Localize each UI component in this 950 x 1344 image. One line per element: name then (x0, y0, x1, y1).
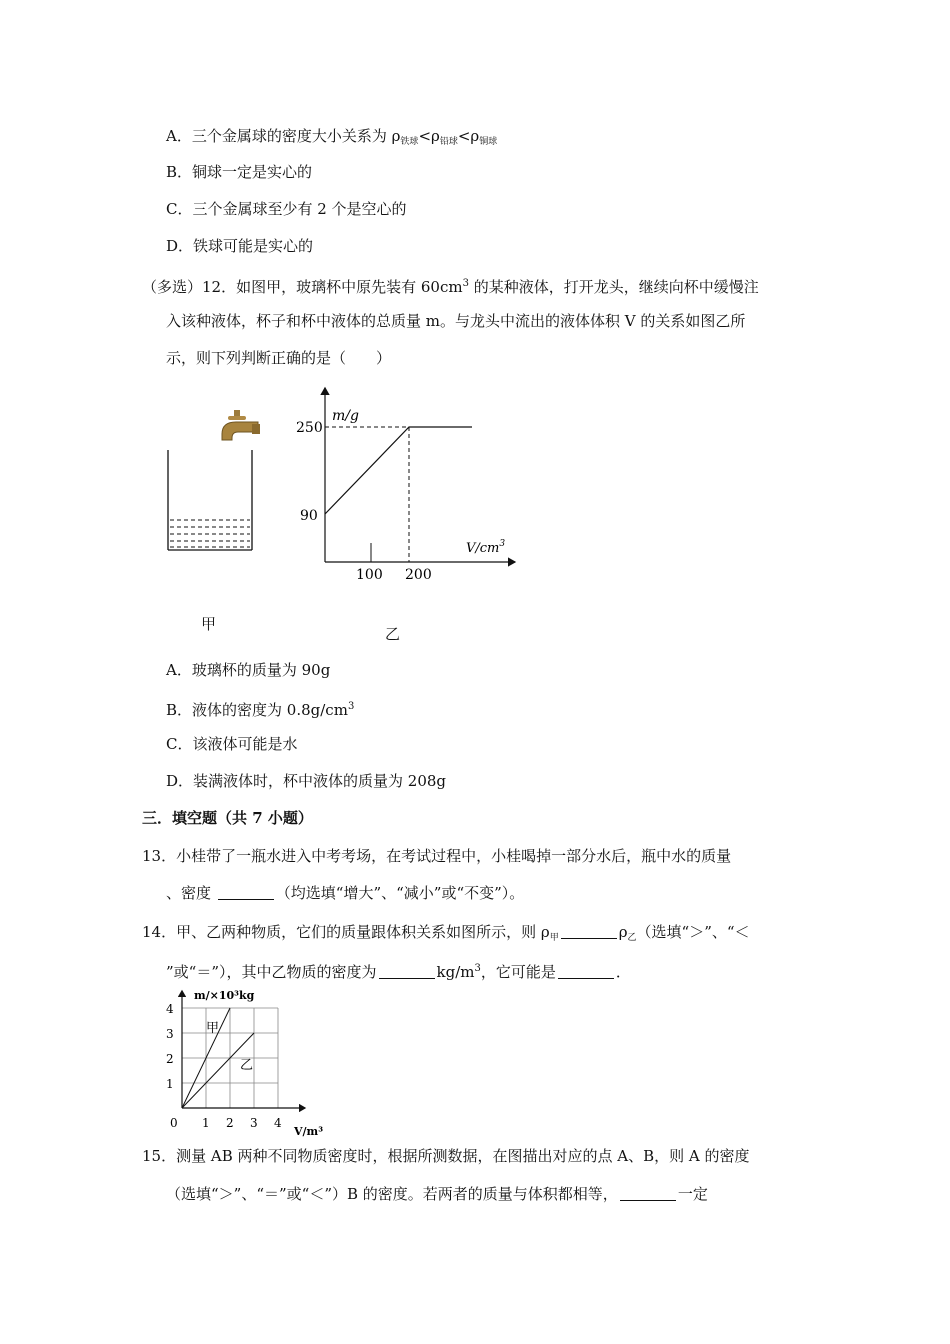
density-comparison-graph (160, 985, 340, 1145)
x-axis-label: $V/cm^3$ (466, 539, 506, 556)
q15-line2: （选填“＞”、“＝”或“＜”）B 的密度。若两者的质量与体积都相等， 一定 (166, 1185, 708, 1203)
answer-blank[interactable] (379, 964, 435, 979)
figure-jia-caption: 甲 (201, 615, 217, 633)
q15-line1: 15．测量 AB 两种不同物质密度时，根据所测数据，在图描出对应的点 A、B，则 A 的密度 (142, 1147, 750, 1165)
x-tick-100: 100 (356, 567, 383, 583)
faucet-beaker-figure (160, 400, 270, 560)
q12-option-c: C．该液体可能是水 (166, 735, 298, 753)
faucet-icon (222, 410, 260, 440)
q14-line1: 14．甲、乙两种物质，它们的质量跟体积关系如图所示，则 $\rho_甲$ $\rho_乙$（选填“＞”、“＜ (142, 923, 750, 943)
answer-blank[interactable] (620, 1186, 676, 1201)
y-tick: 4 (166, 1002, 174, 1016)
y-tick-250: 250 (296, 420, 323, 436)
section-title: 三．填空题（共 7 小题） (142, 809, 313, 827)
x-tick: 2 (226, 1116, 234, 1130)
y-tick: 2 (166, 1052, 174, 1066)
x-tick: 4 (274, 1116, 282, 1130)
x-tick: 0 (170, 1116, 178, 1130)
q12-stem-line3: 示，则下列判断正确的是（ ） (166, 349, 392, 367)
mass-volume-graph (290, 380, 530, 600)
q11-option-c: C．三个金属球至少有 2 个是空心的 (166, 200, 407, 218)
q14-line2: ”或“＝”），其中乙物质的密度为 $kg/m^3$，它可能是 ． (166, 963, 631, 981)
y-tick: 1 (166, 1077, 174, 1091)
label-yi: 乙 (240, 1058, 254, 1073)
answer-blank[interactable] (218, 885, 274, 900)
mass-line (325, 427, 472, 514)
x-tick: 3 (250, 1116, 258, 1130)
answer-blank[interactable] (558, 964, 614, 979)
q12-option-b: B．液体的密度为 $0.8g/cm^3$ (166, 701, 355, 719)
q12-stem-line2: 入该种液体，杯子和杯中液体的总质量 m。与龙头中流出的液体体积 V 的关系如图乙所 (166, 312, 746, 330)
x-axis-label: V/m³ (294, 1125, 324, 1138)
q11-option-d: D．铁球可能是实心的 (166, 237, 314, 255)
x-tick: 1 (202, 1116, 210, 1130)
x-tick-200: 200 (405, 567, 432, 583)
q12-option-a: A．玻璃杯的质量为 90g (166, 661, 331, 679)
y-axis-label: m/g (332, 408, 359, 424)
y-axis-label: m/×10³kg (194, 989, 255, 1002)
liquid-dashes (170, 520, 250, 547)
label-jia: 甲 (206, 1021, 220, 1036)
q12-option-d: D．装满液体时，杯中液体的质量为 208g (166, 772, 447, 790)
q12-stem-line1: （多选）12．如图甲，玻璃杯中原先装有 $60cm^3$ 的某种液体，打开龙头，继续向杯中缓慢注 (142, 278, 759, 296)
beaker (168, 450, 252, 550)
q11-option-a: A．三个金属球的密度大小关系为 $\rho_{铁球}<\rho_{铅球}<\rho_{铜球}$ (166, 127, 498, 147)
q13-line2: 、密度 （均选填“增大”、“减小”或“不变”）。 (166, 884, 525, 902)
q13-line1: 13．小桂带了一瓶水进入中考考场，在考试过程中，小桂喝掉一部分水后，瓶中水的质量 (142, 847, 732, 865)
y-tick-90: 90 (300, 508, 318, 524)
y-tick: 3 (166, 1027, 174, 1041)
q11-option-b: B．铜球一定是实心的 (166, 163, 313, 181)
answer-blank[interactable] (561, 924, 617, 939)
figure-yi-caption: 乙 (385, 625, 401, 643)
